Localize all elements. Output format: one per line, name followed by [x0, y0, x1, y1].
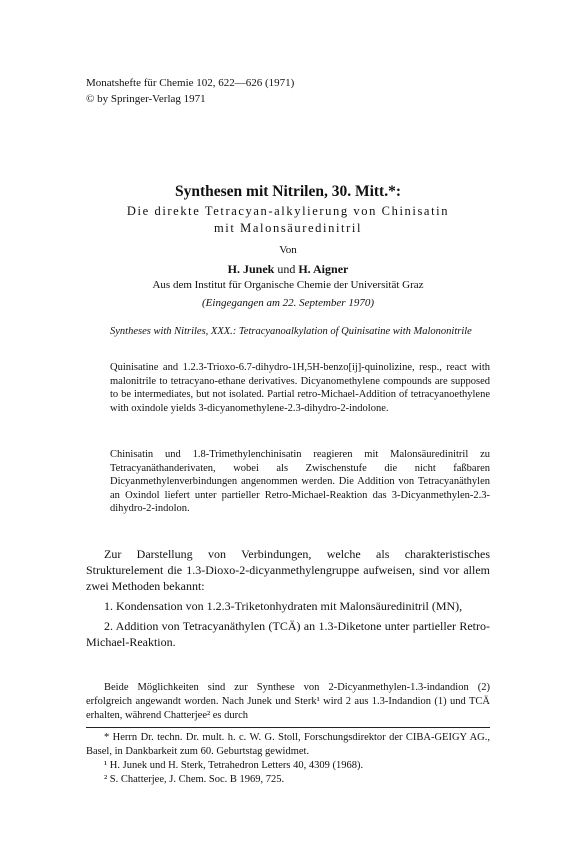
author-line	[60, 262, 516, 277]
received-date: (Eingegangen am 22. September 1970)	[202, 297, 374, 309]
journal-citation: Monatshefte für Chemie 102, 622—626 (1971)	[86, 77, 295, 89]
footnote-dedication: * Herrn Dr. techn. Dr. mult. h. c. W. G. Stoll, Forschungsdirektor der CIBA-GEIGY AG., Basel, in Dankbarkeit zum 60. Geburtstag gewidmet.	[86, 732, 490, 757]
body-text	[86, 546, 490, 650]
by-label: Von	[279, 244, 297, 256]
body-small-paragraph: Beide Möglichkeiten sind zur Synthese von 2-Dicyanmethylen-1.3-indandion (2) erfolgreich angewandt worden. Nach Junek und Sterk¹ wird 2 aus 1.3-Indandion (1) und TCÄ erhalten, während Chatterjee² es durch	[86, 682, 490, 721]
author-2: H. Aigner	[298, 262, 349, 276]
abstract-english: Quinisatine and 1.2.3-Trioxo-6.7-dihydro-1H,5H-benzo[ij]-quinolizine, resp., react with malonitrile to tetracyano-ethane derivatives. Dicyanomethylene compounds are supposed to be intermediates, but not isolated. Partial retro-Michael-Addition of tetracyanoethylene with oxindole yields 3-dicyanomethylene-2.3-dihydro-2-indolone.	[110, 362, 490, 414]
article-subtitle-line-2: mit Malonsäuredinitril	[213, 221, 363, 235]
method-item-1: 1. Kondensation von 1.2.3-Triketonhydraten mit Malonsäuredinitril (MN),	[104, 599, 463, 613]
article-title: Synthesen mit Nitrilen, 30. Mitt.*:	[174, 183, 401, 200]
copyright-line: © by Springer-Verlag 1971	[86, 93, 206, 105]
title-block	[60, 182, 516, 292]
footnote-divider	[86, 727, 490, 728]
abstract-german: Chinisatin und 1.8-Trimethylenchinisatin reagieren mit Malonsäuredinitril zu Tetracyanäthanderivaten, wobei als Zwischenstufe die nicht faßbaren Dicyanmethylenverbindungen angenommen werden. Die Addition von Tetracyanäthylen an Oxindol liefert unter partieller Retro-Michael-Reaktion das 3-Dicyanmethylen-2.3-dihydro-2-indolon.	[110, 449, 490, 515]
article-subtitle-line-1: Die direkte Tetracyan-alkylierung von Chinisatin	[126, 204, 450, 218]
footnotes	[86, 731, 490, 787]
body-intro-paragraph: Zur Darstellung von Verbindungen, welche als charakteristisches Strukturelement die 1.3-Dioxo-2-dicyanmethylengruppe aufweisen, sind vor allem zwei Methoden bekannt:	[86, 547, 490, 593]
footnote-1: ¹ H. Junek und H. Sterk, Tetrahedron Letters 40, 4309 (1968).	[104, 760, 364, 771]
author-1: H. Junek	[227, 262, 275, 276]
abstract-english-title: Syntheses with Nitriles, XXX.: Tetracyanoalkylation of Quinisatine with Malononitrile	[110, 326, 472, 337]
journal-header	[86, 75, 294, 107]
institute-affiliation: Aus dem Institut für Organische Chemie der Universität Graz	[152, 279, 424, 291]
method-item-2: 2. Addition von Tetracyanäthylen (TCÄ) an 1.3-Diketone unter partieller Retro-Michael-Reaktion.	[86, 619, 490, 649]
footnote-2: ² S. Chatterjee, J. Chem. Soc. B 1969, 725.	[104, 774, 285, 785]
author-conjunction: und	[277, 262, 296, 276]
